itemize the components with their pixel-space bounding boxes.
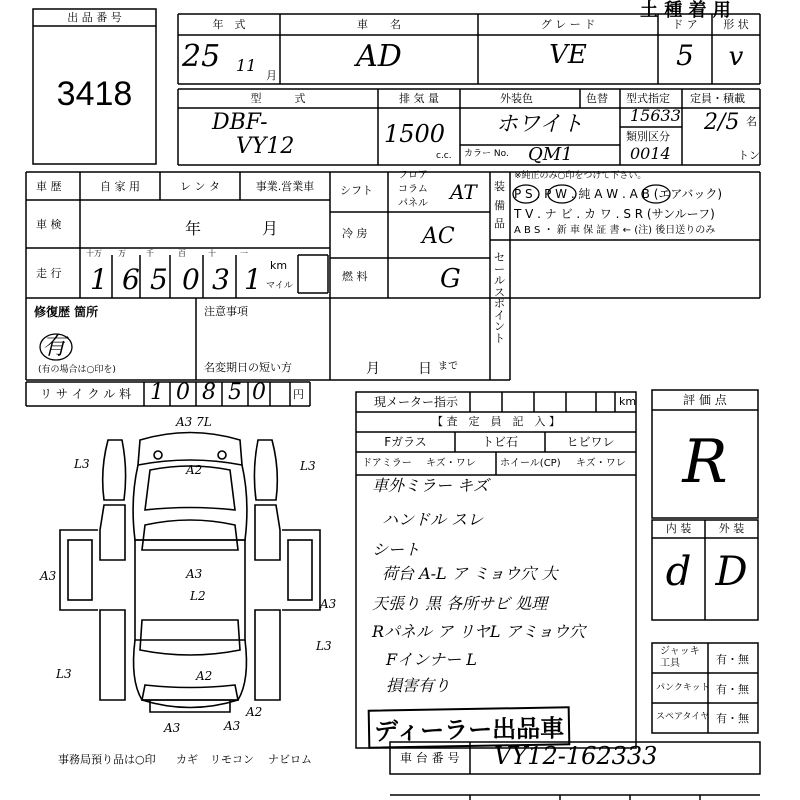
rental-label: レ ン タ [180, 180, 220, 193]
repair-circle [38, 332, 78, 364]
inspection-note: Fインナー L [386, 650, 477, 669]
title-month: 月 [366, 361, 380, 377]
damage-mark: A3 [164, 721, 181, 735]
mileage-digit: 1 [90, 263, 108, 296]
mileage-digit-label: 十 [208, 249, 216, 258]
mileage-digit: 5 [150, 263, 168, 296]
inspection-note: Rパネル ア リヤL アミョウ穴 [372, 622, 586, 641]
recycle-digit: 5 [228, 380, 242, 405]
inspector-label: 【 査 定 員 記 入 】 [432, 415, 560, 428]
damage-mark: A2 [196, 669, 213, 683]
wheel-state: キズ・ワレ [576, 458, 626, 469]
recycle-digit: 0 [252, 380, 266, 405]
damage-mark: L3 [300, 459, 316, 473]
shift-label: シフト [340, 184, 373, 197]
circle-ps [513, 185, 539, 203]
business-use-label: 事業.営業車 [255, 180, 315, 193]
interior-value: d [665, 549, 692, 595]
spare-tire-yes-no: 有・無 [716, 712, 749, 725]
puncture-kit-label: パンクキット [656, 683, 710, 693]
storage-navi-rom: ナビロム [268, 753, 312, 766]
doors-value: 5 [676, 39, 694, 72]
shift-value: AT [450, 180, 477, 204]
inspection-year-unit: 年 [185, 219, 202, 238]
shift-panel: パネル [398, 198, 428, 209]
shift-column: コラム [398, 184, 428, 195]
damage-mark: L3 [74, 457, 90, 471]
color-change-label: 色替 [586, 92, 608, 105]
exterior-color-value: ホワイト [496, 112, 584, 137]
color-no-value: QM1 [528, 144, 573, 165]
model-value-2: VY12 [236, 134, 295, 159]
chip-label: トビ石 [481, 435, 518, 449]
fuel-label: 燃 料 [342, 270, 368, 283]
inspection-note: シート [372, 540, 421, 559]
category-value: 0014 [630, 144, 671, 163]
recycle-yen: 円 [293, 388, 304, 401]
mileage-digit: 3 [212, 263, 230, 296]
mileage-digit: 0 [182, 263, 200, 296]
recycle-label: リ サ イ ク ル 料 [40, 387, 132, 401]
equipment-note: ※純正のみ○印をつけて下さい。 [514, 171, 647, 181]
door-mirror-state: キズ・ワレ [426, 458, 476, 469]
evaluation-score: R [682, 427, 728, 497]
cautions-label: 注意事項 [204, 305, 248, 318]
circle-pw [548, 185, 576, 203]
storage-note: 事務局預り品は○印 [58, 753, 156, 766]
mileage-digit-label: 一 [240, 249, 248, 258]
make-label: 車 名 [357, 18, 401, 31]
recycle-digit: 8 [202, 380, 216, 405]
displacement-value: 1500 [384, 120, 446, 148]
repair-note: (有の場合は○印を) [38, 365, 116, 375]
evaluation-label: 評 価 点 [683, 393, 727, 407]
damage-mark: A2 [186, 463, 203, 477]
capacity-unit-2: トン [738, 149, 760, 162]
damage-mark: A3 [320, 597, 337, 611]
inspection-note: ハンドル スレ [382, 510, 484, 529]
capacity-label: 定員・積載 [690, 92, 745, 105]
storage-key: カギ [176, 753, 198, 766]
storage-remote: リモコン [210, 753, 254, 766]
mileage-digit-label: 万 [118, 249, 126, 258]
meter-km: km [619, 395, 637, 408]
repair-history-label: 修復歴 箇所 [34, 305, 99, 319]
year-label: 年 式 [212, 18, 246, 31]
damage-mark: A3 [186, 567, 203, 581]
history-label: 車 歴 [36, 180, 62, 193]
year-month-value: 11 [236, 56, 257, 75]
inspection-note: 損害有り [386, 676, 451, 695]
km-unit: km [270, 259, 288, 272]
body-type-value: v [728, 42, 744, 72]
capacity-unit-1: 名 [746, 115, 757, 128]
color-no-label: カラー No. [464, 149, 509, 159]
mileage-digit: 1 [244, 263, 262, 296]
month-unit: 月 [266, 69, 277, 82]
inspection-note: 荷台 A-L ア ミョウ穴 大 [382, 564, 558, 583]
mileage-digit-label: 百 [178, 249, 186, 258]
puncture-kit-yes-no: 有・無 [716, 683, 749, 696]
exterior-color-label: 外装色 [500, 92, 533, 105]
jack-label: ジャッキ 工具 [660, 646, 700, 669]
inspection-note: 天張り 黒 各所サビ 処理 [372, 594, 548, 613]
inspection-note: 車外ミラー キズ [372, 476, 489, 495]
mileage-digit: 6 [122, 263, 140, 296]
mile-unit: マイル [266, 281, 293, 291]
circle-ab [642, 185, 670, 203]
shift-floor: フロア [398, 170, 428, 181]
title-day: 日 [418, 361, 432, 377]
damage-mark: A3 7L [176, 415, 212, 429]
jack-yes-no: 有・無 [716, 653, 749, 666]
spare-tire-label: スペアタイヤ [656, 712, 710, 722]
mileage-label: 走 行 [36, 267, 62, 280]
grade-label: グ レ ー ド [540, 18, 596, 31]
interior-label: 内 装 [665, 522, 692, 535]
equipment-circles [510, 180, 690, 208]
fuel-value: G [440, 264, 461, 294]
damage-mark: L3 [56, 667, 72, 681]
f-glass-label: Fガラス [384, 435, 427, 449]
crack-label: ヒビワレ [566, 435, 615, 449]
model-label: 型 式 [250, 92, 306, 105]
wheel-label: ホイール(CP) [500, 458, 561, 469]
repair-history-value: 有 [42, 332, 66, 360]
year-value: 25 [182, 39, 221, 74]
dealer-stamp: ディーラー出品車 [368, 706, 571, 749]
lot-label: 出 品 番 号 [67, 11, 122, 24]
cc-unit: c.c. [436, 151, 452, 161]
doors-label: ド ア [672, 18, 698, 31]
chassis-label: 車 台 番 号 [400, 751, 460, 765]
ac-value: AC [422, 224, 455, 249]
exterior-label: 外 装 [718, 522, 745, 535]
damage-mark: L2 [190, 589, 206, 603]
recycle-digit: 1 [150, 380, 164, 405]
displacement-label: 排 気 量 [399, 92, 439, 105]
grade-value: VE [549, 40, 587, 70]
category-label: 類別区分 [626, 130, 670, 143]
model-value-1: DBF- [212, 110, 268, 135]
model-designation-label: 型式指定 [626, 92, 670, 105]
model-designation-value: 15633 [630, 106, 681, 125]
short-title-label: 名変期日の短い方 [204, 361, 292, 374]
equipment-line-2: T V . ナ ビ . カ ワ . S R (サンルーフ) [514, 207, 715, 221]
private-use-label: 自 家 用 [100, 180, 140, 193]
damage-mark: A2 [246, 705, 263, 719]
capacity-value: 2/5 [704, 110, 740, 135]
door-mirror-label: ドアミラー [362, 458, 412, 469]
chassis-value: VY12-162333 [494, 742, 658, 770]
equipment-line-3: A B S ・ 新 車 保 証 書 ← (注) 後日送りのみ [514, 225, 716, 236]
damage-mark: L3 [316, 639, 332, 653]
top-right-heading: 土 種 着 用 [640, 0, 731, 21]
body-type-label: 形 状 [723, 18, 749, 31]
sales-point-label: セ ー ル ス ポ イ ン ト [494, 251, 505, 345]
damage-mark: A3 [40, 569, 57, 583]
mileage-digit-label: 千 [146, 249, 154, 258]
ac-label: 冷 房 [342, 227, 368, 240]
meter-label: 現メーター指示 [374, 395, 459, 409]
inspection-label: 車 検 [36, 218, 62, 231]
recycle-digit: 0 [176, 380, 190, 405]
equipment-line-1: P S . P W . 純 A W . A B (エアバック) [514, 187, 723, 201]
make-value: AD [356, 39, 402, 74]
exterior-value: D [715, 549, 748, 595]
inspection-month-unit: 月 [262, 219, 279, 238]
mileage-digit-label: 十万 [86, 249, 102, 258]
damage-mark: A3 [224, 719, 241, 733]
equipment-label: 装 備 品 [494, 180, 505, 231]
title-until: まで [438, 361, 458, 372]
lot-number: 3418 [56, 75, 133, 113]
